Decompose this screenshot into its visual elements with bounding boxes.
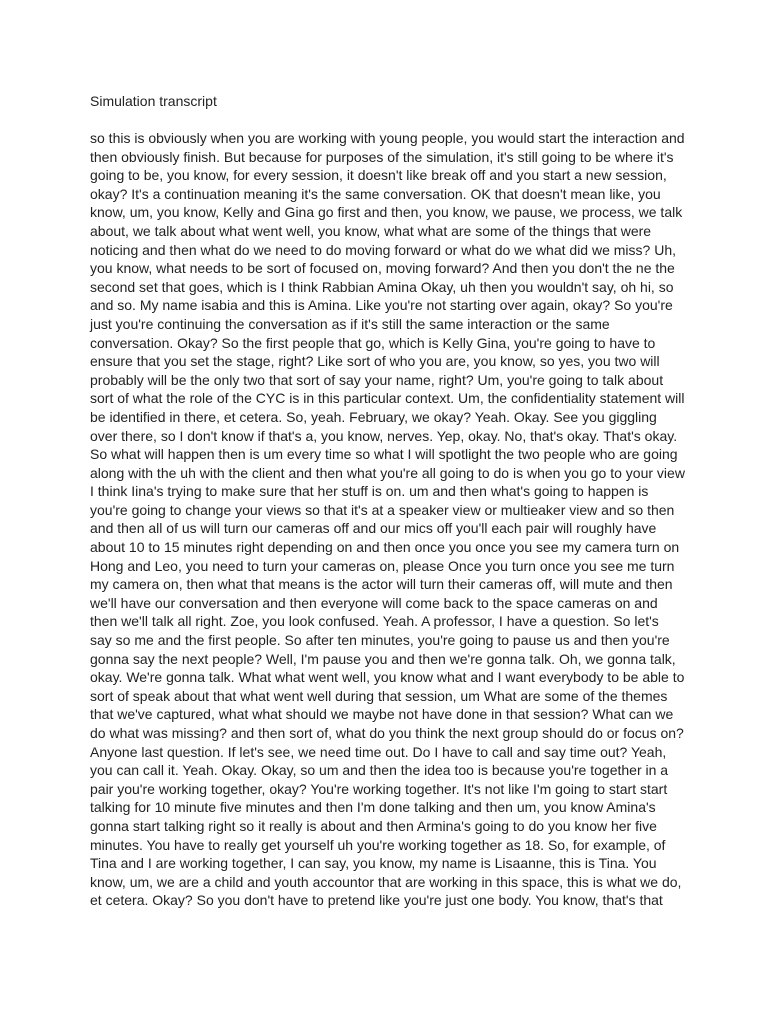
transcript-line: sort of what the role of the CYC is in this particular context. Um, the confidentiality statement will — [90, 390, 685, 407]
transcript-line: sort of speak about that what went well during that session, um What are some of the themes — [90, 687, 668, 704]
transcript-line: know, um, we are a child and youth accountor that are working in this space, this is what we do, — [90, 873, 682, 890]
transcript-line: Anyone last question. If let's see, we need time out. Do I have to call and say time out? Yeah, — [90, 743, 667, 760]
transcript-line: So what will happen then is um every time so what I will spotlight the two people who are going — [90, 446, 678, 463]
transcript-line: about 10 to 15 minutes right depending on and then once you once you see my camera turn on — [90, 539, 680, 556]
transcript-line: that we've captured, what what should we maybe not have done in that session? What can we — [90, 706, 674, 723]
transcript-line: et cetera. Okay? So you don't have to pretend like you're just one body. You know, that's that — [90, 892, 663, 909]
transcript-line: noticing and then what do we need to do moving forward or what do we what did we miss? Uh, — [90, 241, 676, 258]
transcript-line: know, um, you know, Kelly and Gina go first and then, you know, we pause, we process, we talk — [90, 204, 683, 221]
transcript-line: be identified in there, et cetera. So, yeah. February, we okay? Yeah. Okay. See you giggling — [90, 408, 657, 425]
transcript-line: and so. My name isabia and this is Amina. Like you're not starting over again, okay? So you're — [90, 297, 673, 314]
transcript-line: okay? It's a continuation meaning it's the same conversation. OK that doesn't mean like, you — [90, 185, 661, 202]
transcript-line: second set that goes, which is I think Rabbian Amina Okay, uh then you wouldn't say, oh hi, so — [90, 278, 674, 295]
transcript-line: along with the uh with the client and then what you're all going to do is when you go to your view — [90, 464, 685, 481]
transcript-line: you're going to change your views so that it's at a speaker view or multieaker view and so then — [90, 501, 675, 518]
transcript-line: and then all of us will turn our cameras off and our mics off you'll each pair will roughly have — [90, 520, 657, 537]
transcript-line: gonna say the next people? Well, I'm pause you and then we're gonna talk. Oh, we gonna talk, — [90, 650, 676, 667]
transcript-line: so this is obviously when you are working with young people, you would start the interaction and — [90, 130, 685, 146]
transcript-line: say so me and the first people. So after ten minutes, you're going to pause us and then you're — [90, 632, 670, 649]
transcript-line: going to be, you know, for every session, it doesn't like break off and you start a new session, — [90, 167, 667, 184]
transcript-line: then we'll talk all right. Zoe, you look confused. Yeah. A professor, I have a question. So let's — [90, 613, 659, 630]
transcript-line: pair you're working together, okay? You're working together. It's not like I'm going to start start — [90, 780, 668, 797]
transcript-line: then obviously finish. But because for purposes of the simulation, it's still going to be where it's — [90, 148, 674, 165]
transcript-line: my camera on, then what that means is the actor will turn their cameras off, will mute and then — [90, 576, 673, 593]
transcript-line: you can call it. Yeah. Okay. Okay, so um and then the idea too is because you're together in a — [90, 762, 669, 779]
transcript-line: over there, so I don't know if that's a, you know, nerves. Yep, okay. No, that's okay. That's okay. — [90, 427, 678, 444]
transcript-line: probably will be the only two that sort of say your name, right? Um, you're going to talk about — [90, 371, 664, 388]
transcript-line: Hong and Leo, you need to turn your cameras on, please Once you turn once you see me turn — [90, 557, 675, 574]
transcript-line: talking for 10 minute five minutes and then I'm done talking and then um, you know Amina's — [90, 799, 656, 816]
transcript-line: minutes. You have to really get yourself uh you're working together as 18. So, for example, of — [90, 836, 666, 853]
transcript-body — [90, 129, 690, 910]
transcript-line: okay. We're gonna talk. What what went well, you know what and I want everybody to be able to — [90, 669, 685, 686]
transcript-line: just you're continuing the conversation as if it's still the same interaction or the same — [90, 315, 610, 332]
transcript-line: I think Iina's trying to make sure that her stuff is on. um and then what's going to happen is — [90, 483, 649, 500]
transcript-line: conversation. Okay? So the first people that go, which is Kelly Gina, you're going to have to — [90, 334, 656, 351]
document-title: Simulation transcript — [90, 93, 217, 109]
transcript-line: gonna start talking right so it really is about and then Armina's going to do you know her five — [90, 817, 657, 834]
transcript-line: Tina and I are working together, I can say, you know, my name is Lisaanne, this is Tina. You — [90, 855, 657, 872]
transcript-line: about, we talk about what went well, you know, what what are some of the things that were — [90, 222, 652, 239]
transcript-line: do what was missing? and then sort of, what do you think the next group should do or focus on? — [90, 725, 684, 741]
transcript-line: we'll have our conversation and then everyone will come back to the space cameras on and — [90, 594, 658, 611]
transcript-line: ensure that you set the stage, right? Like sort of who you are, you know, so yes, you two will — [90, 353, 660, 370]
transcript-line: you know, what needs to be sort of focused on, moving forward? And then you don't the ne the — [90, 260, 675, 277]
